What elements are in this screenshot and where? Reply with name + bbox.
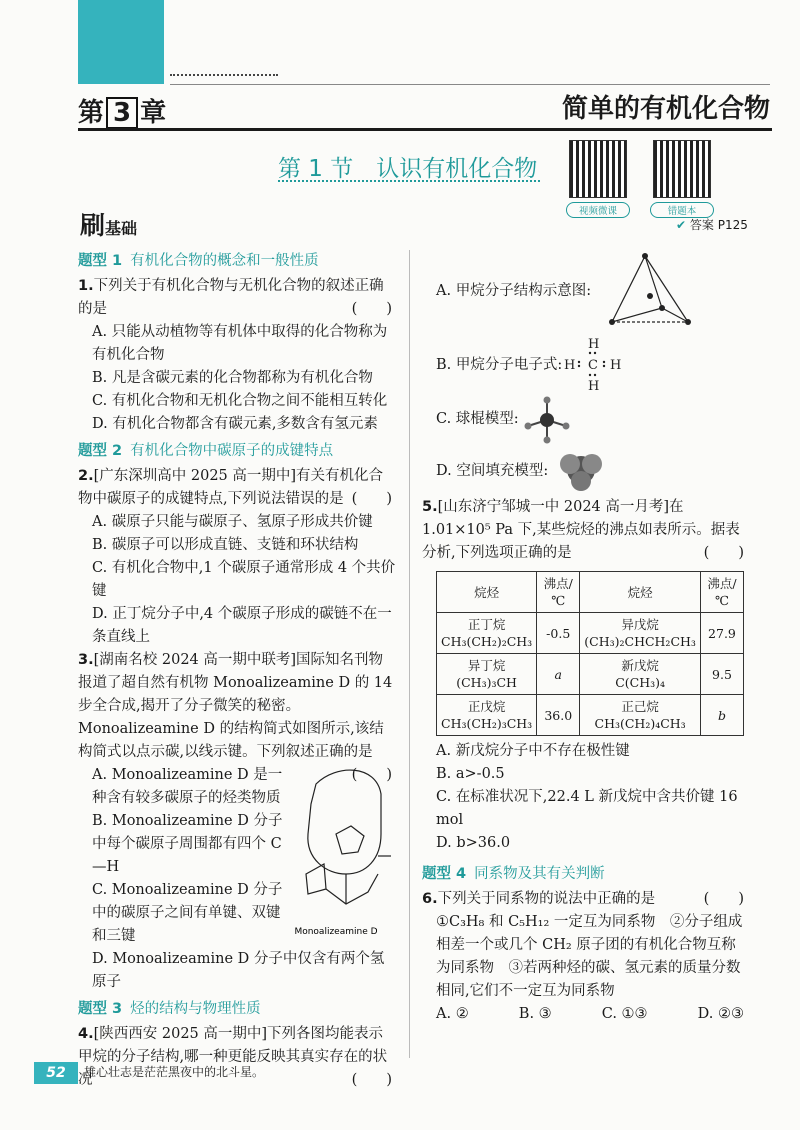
type-label: 题型 4 <box>422 866 467 882</box>
option-a: A. 新戊烷分子中不存在极性键 <box>436 743 630 759</box>
type-header <box>78 998 396 1021</box>
boiling-point: -0.5 <box>537 613 580 654</box>
option-b: B. Monoalizeamine D 分子中每个碳原子周围都有四个 C—H <box>92 813 283 875</box>
option-b-text: B. 甲烷分子电子式: <box>436 357 563 373</box>
chapter-rule <box>78 128 772 131</box>
question-stem: [山东济宁邹城一中 2024 高一月考]在 1.01×10⁵ Pa 下,某些烷烃的沸点如表所示。据表分析,下列选项正确的是 <box>422 499 740 561</box>
chapter-label <box>78 92 166 129</box>
qr-code-icon[interactable] <box>569 140 627 198</box>
basic-label: 基础 <box>105 219 138 238</box>
question-1 <box>78 275 396 436</box>
answer-paren: ( ) <box>351 491 392 507</box>
question-5 <box>422 496 748 565</box>
alkane-name: 正戊烷 <box>467 699 506 714</box>
option-d: D. ②③ <box>697 1006 744 1022</box>
answer-paren: ( ) <box>703 891 744 907</box>
section-title: 第 1 节 认识有机化合物 <box>278 156 538 182</box>
question-stem: [陕西西安 2025 高一期中]下列各图均能表示甲烷的分子结构,哪一种更能反映其真实存在的状况 <box>78 1026 388 1088</box>
section-underline <box>278 180 540 182</box>
option-c: C. 在标准状况下,22.4 L 新戊烷中含共价键 16 mol <box>436 789 738 828</box>
question-stem: [湖南名校 2024 高一期中联考]国际知名刊物报道了超自然有机物 Monoalizeamine D 的 14 步全合成,揭开了分子微笑的秘密。Monoalizeamine D 的结构简式如图所示,该结构简式以点示碳,以线示键。下列叙述正确的是 <box>78 652 393 760</box>
type-label: 题型 2 <box>78 443 123 459</box>
brush-char: 刷 <box>80 211 106 240</box>
boiling-point: 36.0 <box>537 695 580 736</box>
svg-text:H: H <box>588 379 600 392</box>
table-row <box>437 613 744 654</box>
figure-label: Monoalizeamine D <box>294 927 378 937</box>
divider <box>170 74 278 76</box>
alkane-formula: CH₃(CH₂)₂CH₃ <box>441 634 533 649</box>
type-title: 烃的结构与物理性质 <box>130 1001 261 1017</box>
question-stem: 下列关于同系物的说法中正确的是 <box>437 891 656 907</box>
question-body: ①C₃H₈ 和 C₅H₁₂ 一定互为同系物 ②分子组成相差一个或几个 CH₂ 原子团的有机化合物互称为同系物 ③若两种烃的碳、氢元素的质量分数相同,它们不一定互为同系物 <box>436 914 743 999</box>
table-cell <box>437 613 537 654</box>
qr-video-label: 视频微课 <box>566 202 630 218</box>
question-2 <box>78 465 396 649</box>
table-cell <box>580 695 701 736</box>
option-d: D. b>36.0 <box>436 835 511 851</box>
boiling-point-table <box>436 571 744 736</box>
option-a: A. 只能从动植物等有机体中取得的化合物称为有机化合物 <box>92 324 388 363</box>
type-header <box>422 863 748 886</box>
table-header: 沸点/℃ <box>700 572 743 613</box>
chapter-title: 简单的有机化合物 <box>561 94 770 124</box>
question-stem: [广东深圳高中 2025 高一期中]有关有机化合物中碳原子的成键特点,下列说法错误的是 <box>78 468 384 507</box>
question-number: 2. <box>78 468 94 484</box>
qr-code-icon[interactable] <box>653 140 711 198</box>
table-row <box>437 695 744 736</box>
option-4b <box>422 336 748 394</box>
option-a: A. Monoalizeamine D 是一种含有较多碳原子的烃类物质 <box>92 767 283 806</box>
option-c: C. 有机化合物和无机化合物之间不能相互转化 <box>92 393 388 409</box>
question-6 <box>422 888 748 1026</box>
type-title: 有机化合物中碳原子的成键特点 <box>130 443 334 459</box>
option-b: B. a>-0.5 <box>436 766 505 782</box>
option-4c <box>422 394 748 446</box>
question-stem: 下列关于有机化合物与无机化合物的叙述正确的是 <box>78 278 384 317</box>
chapter-number: 3 <box>106 97 138 129</box>
qr-video[interactable] <box>566 140 630 218</box>
option-b: B. 碳原子可以形成直链、支链和环状结构 <box>92 537 359 553</box>
ball-stick-model-icon <box>522 396 572 444</box>
option-d: D. 有机化合物都含有碳元素,多数含有氢元素 <box>92 416 378 432</box>
svg-text:H: H <box>610 358 622 373</box>
option-a: A. 碳原子只能与碳原子、氢原子形成共价键 <box>92 514 373 530</box>
boiling-point: 27.9 <box>700 613 743 654</box>
option-a-text: A. 甲烷分子结构示意图: <box>436 283 592 299</box>
type-title: 同系物及其有关判断 <box>474 866 605 882</box>
answer-paren: ( ) <box>351 1072 392 1088</box>
chapter-suffix: 章 <box>140 98 167 128</box>
alkane-formula: CH₃(CH₂)₄CH₃ <box>594 716 686 731</box>
alkane-formula: (CH₃)₃CH <box>456 675 517 690</box>
left-column <box>78 246 396 1092</box>
question-number: 3. <box>78 652 94 668</box>
option-d: D. Monoalizeamine D 分子中仅含有两个氢原子 <box>92 951 385 990</box>
table-header: 烷烃 <box>580 572 701 613</box>
alkane-name: 正己烷 <box>621 699 659 714</box>
molecule-structure-figure <box>286 764 396 939</box>
answer-page: 答案 P125 <box>689 218 748 232</box>
option-c: C. ①③ <box>601 1006 648 1022</box>
qr-mistakes-label: 错题本 <box>650 202 714 218</box>
svg-text:C: C <box>588 358 598 373</box>
check-icon: ✔ <box>676 218 687 232</box>
page-number: 52 <box>34 1062 78 1084</box>
alkane-formula: (CH₃)₂CHCH₂CH₃ <box>584 634 696 649</box>
alkane-name: 异戊烷 <box>621 617 659 632</box>
table-cell <box>437 695 537 736</box>
question-number: 4. <box>78 1026 94 1042</box>
option-4a <box>422 246 748 336</box>
option-c-text: C. 球棍模型: <box>436 411 519 427</box>
chapter-color-block <box>78 0 164 84</box>
question-number: 1. <box>78 278 94 294</box>
option-d-text: D. 空间填充模型: <box>436 463 549 479</box>
svg-text:H: H <box>588 337 600 352</box>
option-c: C. 有机化合物中,1 个碳原子通常形成 4 个共价键 <box>92 560 396 599</box>
table-cell <box>437 654 537 695</box>
table-header: 沸点/℃ <box>537 572 580 613</box>
alkane-name: 正丁烷 <box>467 617 506 632</box>
type-title: 有机化合物的概念和一般性质 <box>130 253 319 269</box>
question-4 <box>78 1023 396 1092</box>
table-header-row <box>437 572 744 613</box>
option-row <box>422 1003 748 1026</box>
alkane-formula: C(CH₃)₄ <box>615 675 665 690</box>
space-filling-model-icon <box>558 448 604 492</box>
svg-text:H: H <box>564 358 576 373</box>
type-header <box>78 250 396 273</box>
basic-tag <box>80 206 137 242</box>
divider <box>170 84 770 85</box>
option-b: B. 凡是含碳元素的化合物都称为有机化合物 <box>92 370 373 386</box>
option-a: A. ② <box>436 1006 469 1022</box>
option-d: D. 正丁烷分子中,4 个碳原子形成的碳链不在一条直线上 <box>92 606 392 645</box>
alkane-formula: CH₃(CH₂)₃CH₃ <box>441 716 533 731</box>
answer-paren: ( ) <box>703 545 744 561</box>
boiling-point: 9.5 <box>700 654 743 695</box>
answer-paren: ( ) <box>351 301 392 317</box>
type-label: 题型 3 <box>78 1001 123 1017</box>
table-cell <box>580 613 701 654</box>
table-row <box>437 654 744 695</box>
question-number: 6. <box>422 891 438 907</box>
alkane-name: 异丁烷 <box>467 658 506 673</box>
answer-ref <box>676 216 748 233</box>
type-label: 题型 1 <box>78 253 123 269</box>
option-b: B. ③ <box>518 1006 552 1022</box>
qr-mistakes[interactable] <box>650 140 714 218</box>
right-column <box>422 246 748 1026</box>
type-header <box>78 440 396 463</box>
footer-motto: 雄心壮志是茫茫黑夜中的北斗星。 <box>84 1065 265 1079</box>
column-divider <box>409 250 410 1058</box>
table-cell <box>580 654 701 695</box>
boiling-point: a <box>537 654 580 695</box>
electron-formula-icon <box>562 336 622 392</box>
option-4d <box>422 446 748 496</box>
option-c: C. Monoalizeamine D 分子中的碳原子之间有单键、双键和三键 <box>92 882 283 944</box>
question-3 <box>78 649 396 994</box>
answer-paren: ( ) <box>351 767 392 783</box>
methane-structure-diagram <box>600 248 710 336</box>
chapter-prefix: 第 <box>78 98 105 128</box>
alkane-name: 新戊烷 <box>621 658 659 673</box>
table-header: 烷烃 <box>437 572 537 613</box>
question-number: 5. <box>422 499 438 515</box>
boiling-point: b <box>700 695 743 736</box>
